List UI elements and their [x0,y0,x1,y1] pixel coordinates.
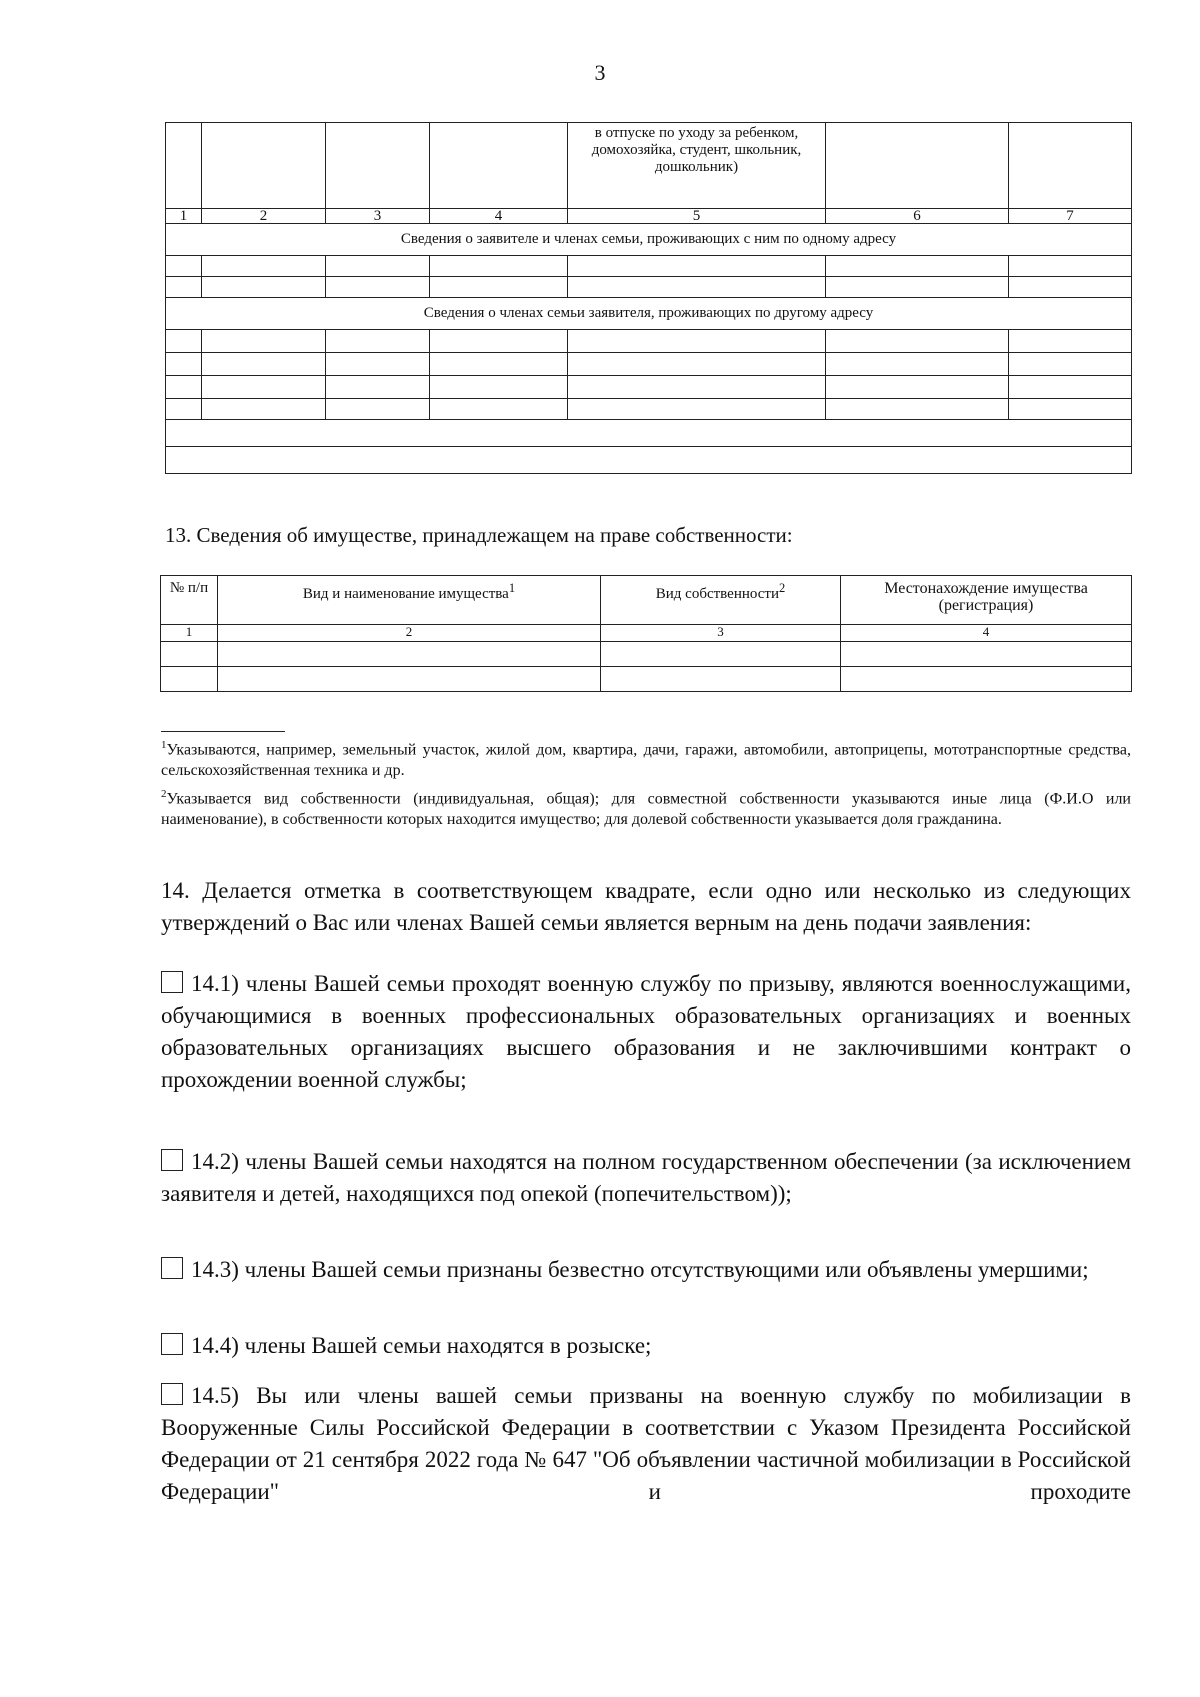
table-row[interactable] [166,447,1132,474]
col-header-number: № п/п [161,576,218,625]
section-row-same-address [166,224,1132,256]
statement-14-4: 14.4) члены Вашей семьи находятся в розыске; [161,1330,1131,1362]
column-number: 3 [601,625,841,642]
statement-14-5: 14.5) Вы или члены вашей семьи призваны на военную службу по мобилизации в Вооруженные Силы Российской Федерации в соответствии с Указом Президента Российской Федерации от 21 сентября 2022 года № 647 "Об объявлении частичной мобилизации в Российской Федерации" и проходите [161,1383,1131,1504]
section-title-other-address: Сведения о членах семьи заявителя, проживающих по другому адресу [166,298,1132,330]
footnote-1: $^1$Указываются, например, земельный участок, жилой дом, квартира, дачи, гаражи, автомобили, автоприцепы, мототранспортные средства, сельскохозяйственная техника и др. [161,739,1131,780]
column-number: 2 [202,209,326,224]
property-table [160,575,1132,692]
statement-14-3: 14.3) члены Вашей семьи признаны безвестно отсутствующими или объявлены умершими; [161,1254,1131,1286]
checkbox-14-4[interactable] [161,1333,183,1355]
footnote-divider [161,731,285,732]
column-number: 1 [166,209,202,224]
column-number: 3 [326,209,430,224]
family-members-table [165,122,1132,474]
col-header-ownership: Вид собственности$^2$ [601,576,841,625]
checkbox-14-3[interactable] [161,1257,183,1279]
column-number: 4 [430,209,568,224]
table-row[interactable] [166,277,1132,298]
column-numbers-row [161,625,1132,642]
table-row[interactable] [166,330,1132,353]
table-row[interactable] [166,353,1132,376]
table-row[interactable] [161,667,1132,692]
table-row[interactable] [166,399,1132,420]
section14-intro: 14. Делается отметка в соответствующем квадрате, если одно или несколько из следующих утверждений о Вас или членах Вашей семьи является верным на день подачи заявления: [161,878,1131,935]
column-number: 4 [841,625,1132,642]
column-number: 1 [161,625,218,642]
table-header-row [166,123,1132,209]
table-row[interactable] [166,256,1132,277]
table-row[interactable] [166,376,1132,399]
footnote-2: $^2$Указывается вид собственности (индивидуальная, общая); для совместной собственности указываются иные лица (Ф.И.О или наименование), в собственности которых находится имущество; для долевой собственности указывается доля гражданина. [161,788,1131,829]
column-number: 6 [826,209,1009,224]
table-row[interactable] [161,642,1132,667]
column-numbers-row [166,209,1132,224]
column-number: 2 [218,625,601,642]
statement-14-1: 14.1) члены Вашей семьи проходят военную службу по призыву, являются военнослужащими, обучающимися в военных профессиональных образовательных организациях и военных образовательных организациях высшего образования и не заключившими контракт о прохождении военной службы; [161,971,1131,1092]
checkbox-14-5[interactable] [161,1383,183,1405]
page-number: 3 [594,60,606,85]
col-header-location: Местонахождение имущества (регистрация) [841,576,1132,625]
checkbox-14-2[interactable] [161,1149,183,1171]
col-header-type-name: Вид и наименование имущества$^1$ [218,576,601,625]
section13-heading: 13. Сведения об имуществе, принадлежащем на праве собственности: [165,523,793,547]
column-number: 7 [1009,209,1132,224]
section-row-other-address [166,298,1132,330]
section-title-same-address: Сведения о заявителе и членах семьи, проживающих с ним по одному адресу [166,224,1132,256]
column-number: 5 [568,209,826,224]
column-5-header: в отпуске по уходу за ребенком, домохозяйка, студент, школьник, дошкольник) [568,123,826,209]
table-row[interactable] [166,420,1132,447]
table-header-row [161,576,1132,625]
checkbox-14-1[interactable] [161,971,183,993]
statement-14-2: 14.2) члены Вашей семьи находятся на полном государственном обеспечении (за исключением заявителя и детей, находящихся под опекой (попечительством)); [161,1149,1131,1206]
